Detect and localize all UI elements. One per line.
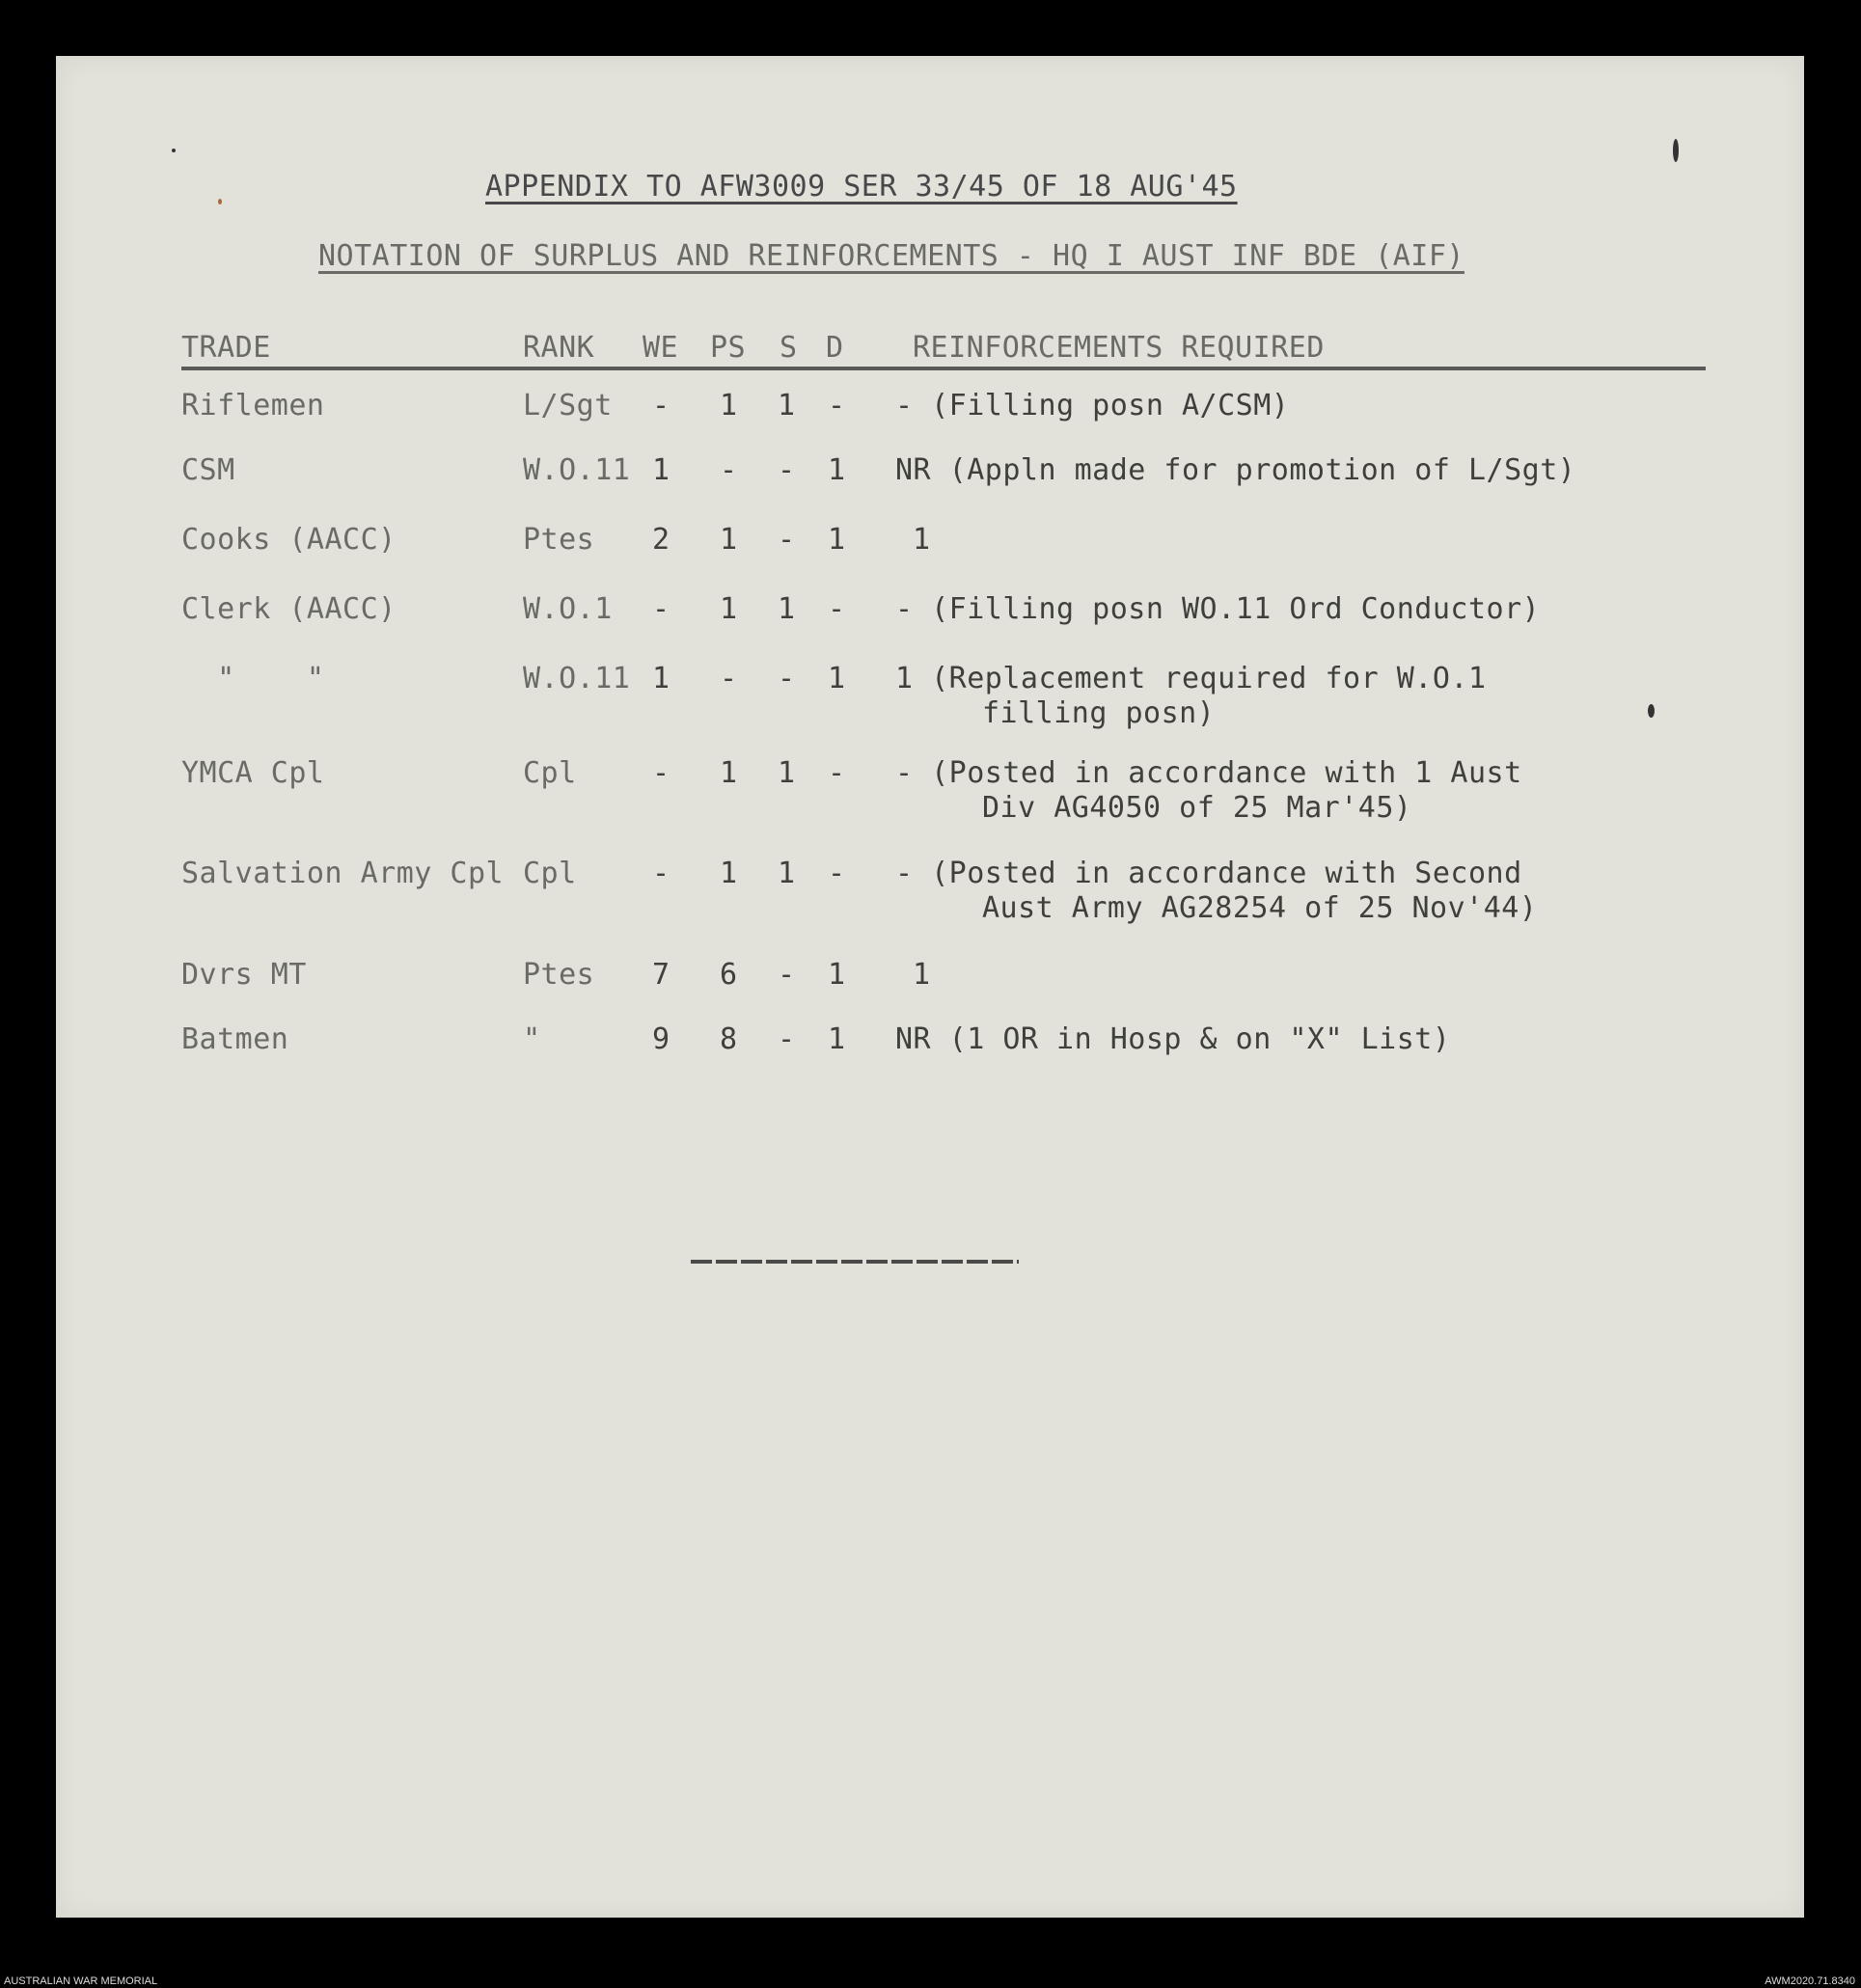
punch-mark [1673, 139, 1679, 162]
cell-we: - [652, 592, 671, 626]
header-d: D [826, 331, 844, 365]
cell-we: - [652, 756, 671, 790]
cell-trade: CSM [181, 453, 235, 487]
cell-reinforcements: 1 [913, 958, 931, 992]
cell-rank: Cpl [523, 756, 577, 790]
speck-mark [172, 149, 176, 152]
cell-s: - [778, 1022, 796, 1056]
cell-reinforcements: 1 (Replacement required for W.O.1 [895, 662, 1487, 695]
cell-s: 1 [778, 756, 796, 790]
cell-ps: 1 [720, 592, 738, 626]
cell-trade: Cooks (AACC) [181, 523, 397, 557]
punch-mark [1648, 704, 1655, 718]
cell-we: - [652, 857, 671, 890]
cell-reinforcements: - (Posted in accordance with Second [895, 857, 1522, 890]
cell-d: - [828, 592, 846, 626]
cell-s: 1 [778, 389, 796, 422]
cell-s: 1 [778, 857, 796, 890]
cell-reinforcements: NR (Appln made for promotion of L/Sgt) [895, 453, 1576, 487]
cell-ps: 8 [720, 1022, 738, 1056]
cell-reinforcements: - (Filling posn WO.11 Ord Conductor) [895, 592, 1541, 626]
footer-left: AUSTRALIAN WAR MEMORIAL [4, 1975, 158, 1987]
cell-d: 1 [828, 662, 846, 695]
cell-reinforcements: NR (1 OR in Hosp & on "X" List) [895, 1022, 1451, 1056]
cell-rank: " [523, 1022, 541, 1056]
cell-ps: 1 [720, 523, 738, 557]
cell-ps: 1 [720, 389, 738, 422]
document-title: APPENDIX TO AFW3009 SER 33/45 OF 18 AUG'45 [485, 170, 1238, 204]
end-rule [691, 1260, 1019, 1264]
cell-rank: W.O.11 [523, 662, 631, 695]
cell-ps: 1 [720, 857, 738, 890]
speck-mark [218, 199, 222, 204]
cell-d: 1 [828, 1022, 846, 1056]
cell-d: - [828, 389, 846, 422]
cell-reinforcements-cont: Div AG4050 of 25 Mar'45) [982, 791, 1412, 825]
cell-we: 1 [652, 453, 671, 487]
header-trade: TRADE [181, 331, 271, 365]
header-s: S [780, 331, 798, 365]
cell-reinforcements: - (Posted in accordance with 1 Aust [895, 756, 1522, 790]
cell-s: - [778, 523, 796, 557]
cell-s: - [778, 958, 796, 992]
cell-we: - [652, 389, 671, 422]
cell-reinforcements: - (Filling posn A/CSM) [895, 389, 1290, 422]
cell-ps: - [720, 662, 738, 695]
document-page [56, 56, 1804, 1918]
cell-ps: 6 [720, 958, 738, 992]
cell-s: - [778, 453, 796, 487]
cell-reinforcements-cont: filling posn) [982, 696, 1216, 730]
cell-trade: Dvrs MT [181, 958, 307, 992]
cell-we: 1 [652, 662, 671, 695]
cell-rank: L/Sgt [523, 389, 613, 422]
cell-s: 1 [778, 592, 796, 626]
cell-ps: 1 [720, 756, 738, 790]
header-reinforcements: REINFORCEMENTS REQUIRED [913, 331, 1325, 365]
cell-trade: Riflemen [181, 389, 325, 422]
header-rule [181, 367, 1706, 370]
cell-d: 1 [828, 958, 846, 992]
footer-right: AWM2020.71.8340 [1765, 1975, 1855, 1987]
cell-rank: W.O.11 [523, 453, 631, 487]
cell-rank: Ptes [523, 523, 595, 557]
cell-we: 7 [652, 958, 671, 992]
cell-d: 1 [828, 523, 846, 557]
cell-rank: W.O.1 [523, 592, 613, 626]
cell-s: - [778, 662, 796, 695]
cell-reinforcements: 1 [913, 523, 931, 557]
cell-trade: " " [181, 662, 325, 695]
cell-ps: - [720, 453, 738, 487]
document-subtitle: NOTATION OF SURPLUS AND REINFORCEMENTS - HQ I AUST INF BDE (AIF) [318, 239, 1464, 273]
header-ps: PS [710, 331, 747, 365]
cell-d: 1 [828, 453, 846, 487]
header-rank: RANK [523, 331, 595, 365]
header-we: WE [643, 331, 679, 365]
cell-trade: Batmen [181, 1022, 289, 1056]
cell-rank: Ptes [523, 958, 595, 992]
cell-trade: YMCA Cpl [181, 756, 325, 790]
cell-d: - [828, 756, 846, 790]
cell-we: 9 [652, 1022, 671, 1056]
cell-we: 2 [652, 523, 671, 557]
cell-trade: Salvation Army Cpl [181, 857, 505, 890]
cell-trade: Clerk (AACC) [181, 592, 397, 626]
cell-d: - [828, 857, 846, 890]
cell-rank: Cpl [523, 857, 577, 890]
cell-reinforcements-cont: Aust Army AG28254 of 25 Nov'44) [982, 891, 1538, 925]
